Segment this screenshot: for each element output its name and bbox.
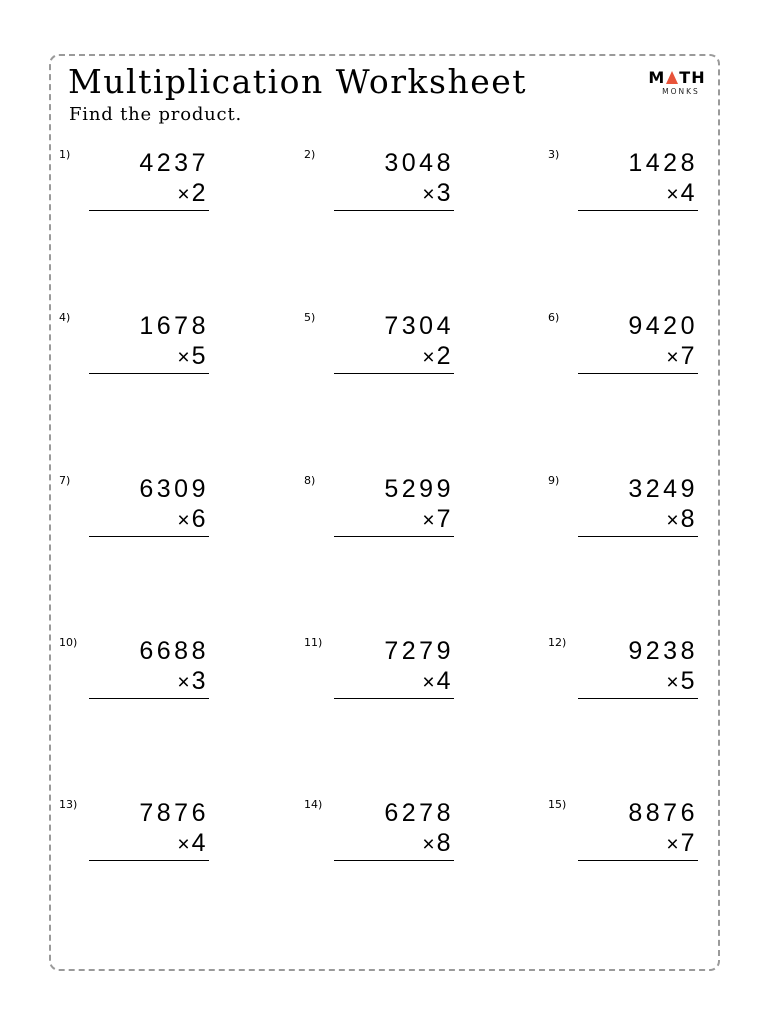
problem-2 [304,148,454,218]
problem-6 [548,311,698,381]
problem-number: 12) [548,636,567,649]
problem-7 [59,474,209,544]
problem-4 [59,311,209,381]
problem-5 [304,311,454,381]
answer-rule [578,536,698,537]
answer-rule [89,860,209,861]
multiplier-line [177,666,209,698]
answer-rule [578,698,698,699]
problem-13 [59,798,209,868]
multiplier-line [177,828,209,860]
multiply-sign: × [177,346,192,369]
problem-number: 4) [59,311,71,324]
problem-number: 9) [548,474,560,487]
multiplier: 7 [436,505,454,533]
multiplier-line [666,178,698,210]
problem-number: 8) [304,474,316,487]
multiplicand: 1678 [139,312,209,340]
multiply-sign: × [422,509,437,532]
answer-rule [89,536,209,537]
multiply-sign: × [666,509,681,532]
multiplier: 4 [680,179,698,207]
multiplier: 2 [436,342,454,370]
multiplier: 7 [680,829,698,857]
multiplier: 5 [680,667,698,695]
problem-number: 5) [304,311,316,324]
problem-number: 15) [548,798,567,811]
multiplier-line [422,341,454,373]
multiplier-line [666,828,698,860]
multiplicand: 3048 [384,149,454,177]
multiplier: 7 [680,342,698,370]
answer-rule [89,373,209,374]
logo-subtext: MONKS [662,87,700,96]
problem-8 [304,474,454,544]
problem-number: 13) [59,798,78,811]
problem-number: 2) [304,148,316,161]
answer-rule [334,536,454,537]
multiplicand: 6309 [139,475,209,503]
multiplier: 2 [191,179,209,207]
problem-number: 1) [59,148,71,161]
problem-number: 7) [59,474,71,487]
multiplier: 3 [191,667,209,695]
multiplier-line [422,828,454,860]
multiplicand: 8876 [628,799,698,827]
problem-number: 11) [304,636,323,649]
multiplicand: 7304 [384,312,454,340]
multiplier: 4 [436,667,454,695]
multiplier: 3 [436,179,454,207]
multiply-sign: × [177,833,192,856]
multiplier: 8 [436,829,454,857]
multiplier-line [422,178,454,210]
multiply-sign: × [666,183,681,206]
multiplier-line [666,504,698,536]
problem-number: 3) [548,148,560,161]
answer-rule [89,210,209,211]
answer-rule [578,373,698,374]
problem-number: 10) [59,636,78,649]
math-monks-logo [646,68,708,100]
multiplier: 5 [191,342,209,370]
problem-9 [548,474,698,544]
problem-1 [59,148,209,218]
problem-12 [548,636,698,706]
multiply-sign: × [422,671,437,694]
multiplicand: 7876 [139,799,209,827]
answer-rule [578,860,698,861]
problem-10 [59,636,209,706]
triangle-a-icon [666,71,678,84]
multiplicand: 3249 [628,475,698,503]
multiplier-line [666,666,698,698]
multiplier: 6 [191,505,209,533]
multiplier-line [177,341,209,373]
problem-15 [548,798,698,868]
problem-3 [548,148,698,218]
multiplicand: 7279 [384,637,454,665]
answer-rule [334,698,454,699]
answer-rule [578,210,698,211]
logo-wordmark [646,68,708,88]
multiplicand: 1428 [628,149,698,177]
worksheet-title: Multiplication Worksheet [68,62,528,101]
multiply-sign: × [422,346,437,369]
answer-rule [334,373,454,374]
multiplier-line [177,504,209,536]
answer-rule [334,210,454,211]
multiply-sign: × [422,833,437,856]
multiplier-line [177,178,209,210]
multiplicand: 4237 [139,149,209,177]
multiply-sign: × [177,183,192,206]
problem-11 [304,636,454,706]
answer-rule [89,698,209,699]
logo-letters-th: TH [679,68,706,87]
problem-number: 6) [548,311,560,324]
worksheet-instruction: Find the product. [69,104,242,125]
multiplier-line [422,666,454,698]
multiply-sign: × [422,183,437,206]
multiply-sign: × [177,509,192,532]
multiplier-line [666,341,698,373]
multiplicand: 6688 [139,637,209,665]
multiply-sign: × [666,833,681,856]
multiply-sign: × [666,671,681,694]
multiplicand: 9238 [628,637,698,665]
multiplicand: 9420 [628,312,698,340]
multiplicand: 6278 [384,799,454,827]
multiplier: 8 [680,505,698,533]
multiplier-line [422,504,454,536]
problem-14 [304,798,454,868]
logo-letter-m: M [648,68,666,87]
multiply-sign: × [177,671,192,694]
multiplicand: 5299 [384,475,454,503]
multiplier: 4 [191,829,209,857]
multiply-sign: × [666,346,681,369]
answer-rule [334,860,454,861]
problem-number: 14) [304,798,323,811]
